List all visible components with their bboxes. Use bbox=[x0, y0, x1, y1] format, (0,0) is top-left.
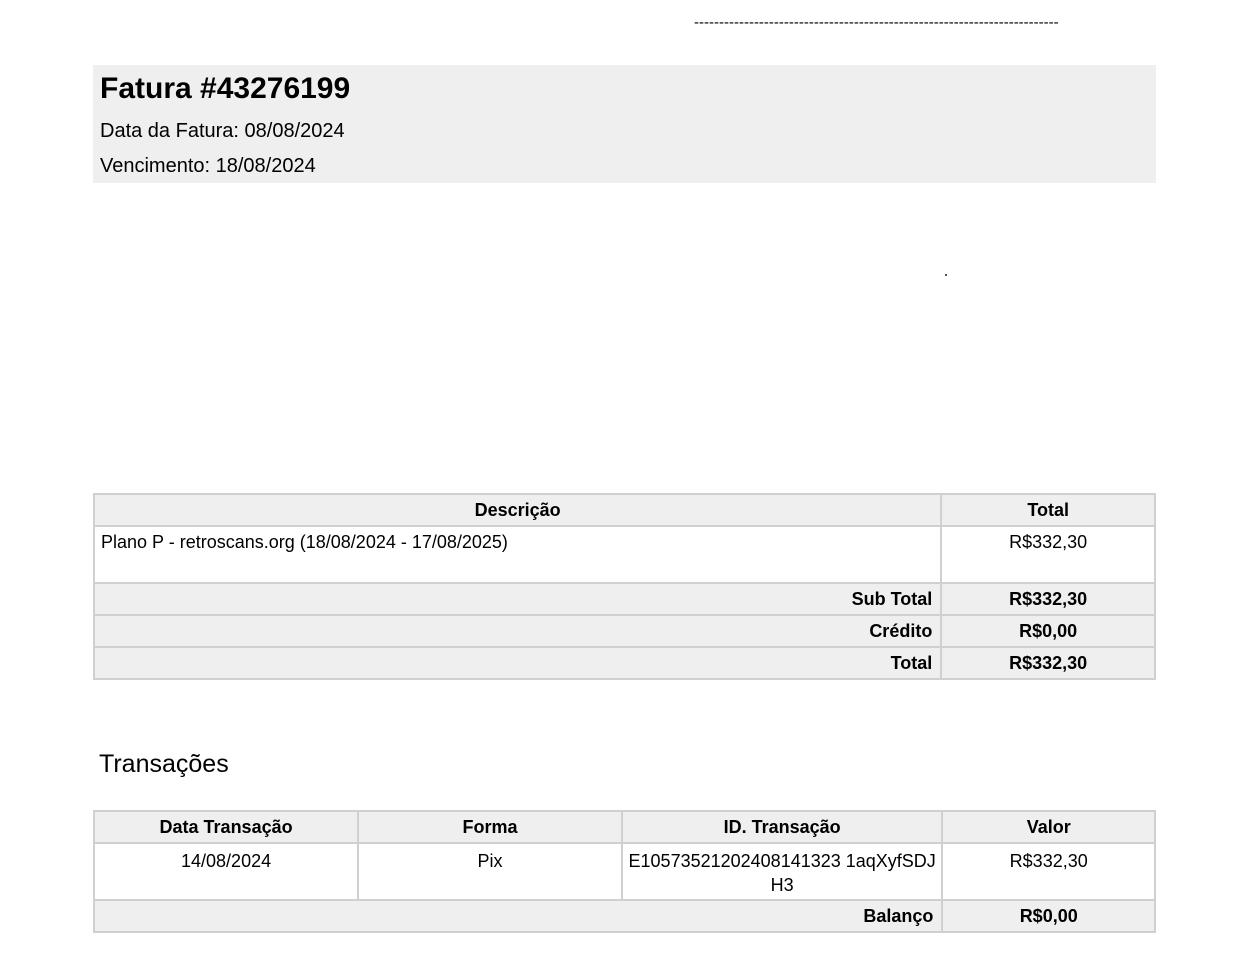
credit-row bbox=[94, 615, 1155, 647]
table-row bbox=[94, 843, 1155, 900]
subtotal-row bbox=[94, 583, 1155, 615]
total-value: R$332,30 bbox=[941, 647, 1155, 679]
transaction-id: E10573521202408141323 1aqXyfSDJH3 bbox=[622, 843, 943, 900]
total-label: Total bbox=[94, 647, 941, 679]
invoice-due-date: Vencimento: 18/08/2024 bbox=[100, 155, 316, 177]
subtotal-value: R$332,30 bbox=[941, 583, 1155, 615]
invoice-title: Fatura #43276199 bbox=[100, 72, 351, 105]
credit-value: R$0,00 bbox=[941, 615, 1155, 647]
header-description: Descrição bbox=[94, 494, 941, 526]
transaction-amount: R$332,30 bbox=[942, 843, 1155, 900]
invoice-header bbox=[93, 65, 1156, 183]
transaction-method: Pix bbox=[358, 843, 622, 900]
credit-label: Crédito bbox=[94, 615, 941, 647]
header-amount: Valor bbox=[942, 811, 1155, 843]
balance-row bbox=[94, 900, 1155, 932]
invoice-date: Data da Fatura: 08/08/2024 bbox=[100, 120, 345, 142]
balance-label: Balanço bbox=[94, 900, 942, 932]
header-method: Forma bbox=[358, 811, 622, 843]
top-dashed-line: ------------------------------------------------------------------------- bbox=[694, 14, 1059, 31]
stray-dot bbox=[945, 274, 947, 276]
header-transaction-id: ID. Transação bbox=[622, 811, 943, 843]
table-row bbox=[94, 526, 1155, 583]
items-table bbox=[93, 493, 1156, 680]
total-row bbox=[94, 647, 1155, 679]
item-description: Plano P - retroscans.org (18/08/2024 - 17/08/2025) bbox=[94, 526, 941, 583]
subtotal-label: Sub Total bbox=[94, 583, 941, 615]
header-total: Total bbox=[941, 494, 1155, 526]
header-transaction-date: Data Transação bbox=[94, 811, 358, 843]
balance-value: R$0,00 bbox=[942, 900, 1155, 932]
transactions-table bbox=[93, 810, 1156, 933]
transaction-date: 14/08/2024 bbox=[94, 843, 358, 900]
item-total: R$332,30 bbox=[941, 526, 1155, 583]
transactions-heading: Transações bbox=[99, 750, 229, 778]
